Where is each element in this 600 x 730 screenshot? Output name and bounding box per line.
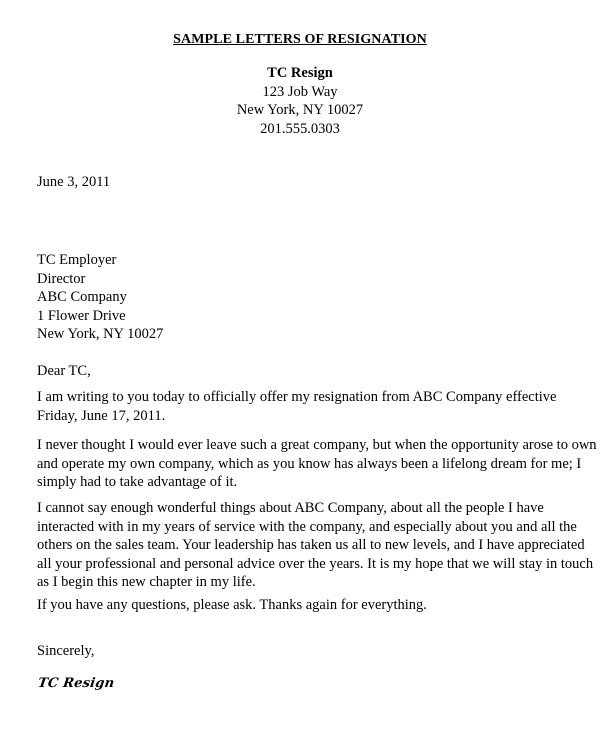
paragraph-line: I am writing to you today to officially offer my resignation from ABC Company effective — [37, 389, 557, 405]
paragraph-line: and operate my own company, which as you know has always been a lifelong dream for me; I — [37, 455, 582, 472]
paragraph-line: If you have any questions, please ask. Thanks again for everything. — [37, 597, 427, 613]
recipient-name: TC Employer — [37, 252, 117, 268]
paragraph — [37, 388, 577, 425]
paragraph-line: I never thought I would ever leave such a great company, but when the opportunity arose to own — [37, 437, 597, 453]
recipient-address-block — [37, 251, 577, 344]
recipient-street: 1 Flower Drive — [37, 307, 126, 324]
document-title: SAMPLE LETTERS OF RESIGNATION — [173, 32, 427, 47]
recipient-city: New York, NY 10027 — [37, 326, 164, 342]
paragraph — [37, 436, 597, 492]
paragraph-line: I cannot say enough wonderful things about ABC Company, about all the people I have — [37, 500, 544, 516]
paragraph-line: simply had to take advantage of it. — [37, 474, 238, 490]
paragraph-line: as I begin this new chapter in my life. — [37, 574, 256, 590]
sender-city: New York, NY 10027 — [236, 102, 364, 118]
letter-date: June 3, 2011 — [37, 174, 111, 190]
sender-address-block — [0, 64, 600, 138]
recipient-company: ABC Company — [37, 289, 127, 305]
closing: Sincerely, — [37, 643, 95, 659]
paragraph — [37, 596, 577, 615]
sender-phone: 201.555.0303 — [260, 120, 340, 137]
paragraph-line: all your professional and personal advice over the years. It is my hope that we will stay in touch — [37, 555, 594, 572]
sender-name: TC Resign — [267, 65, 333, 81]
salutation: Dear TC, — [37, 363, 91, 379]
signature: TC Resign — [36, 676, 116, 691]
paragraph — [37, 499, 594, 592]
recipient-title: Director — [37, 270, 86, 287]
paragraph-line: interacted with in my years of service with the company, and especially about you and all the — [37, 518, 577, 535]
sender-street: 123 Job Way — [262, 83, 338, 100]
paragraph-line: others on the sales team. Your leadership has taken us all to new levels, and I have appreciated — [37, 537, 585, 553]
paragraph-line: Friday, June 17, 2011. — [37, 407, 166, 424]
